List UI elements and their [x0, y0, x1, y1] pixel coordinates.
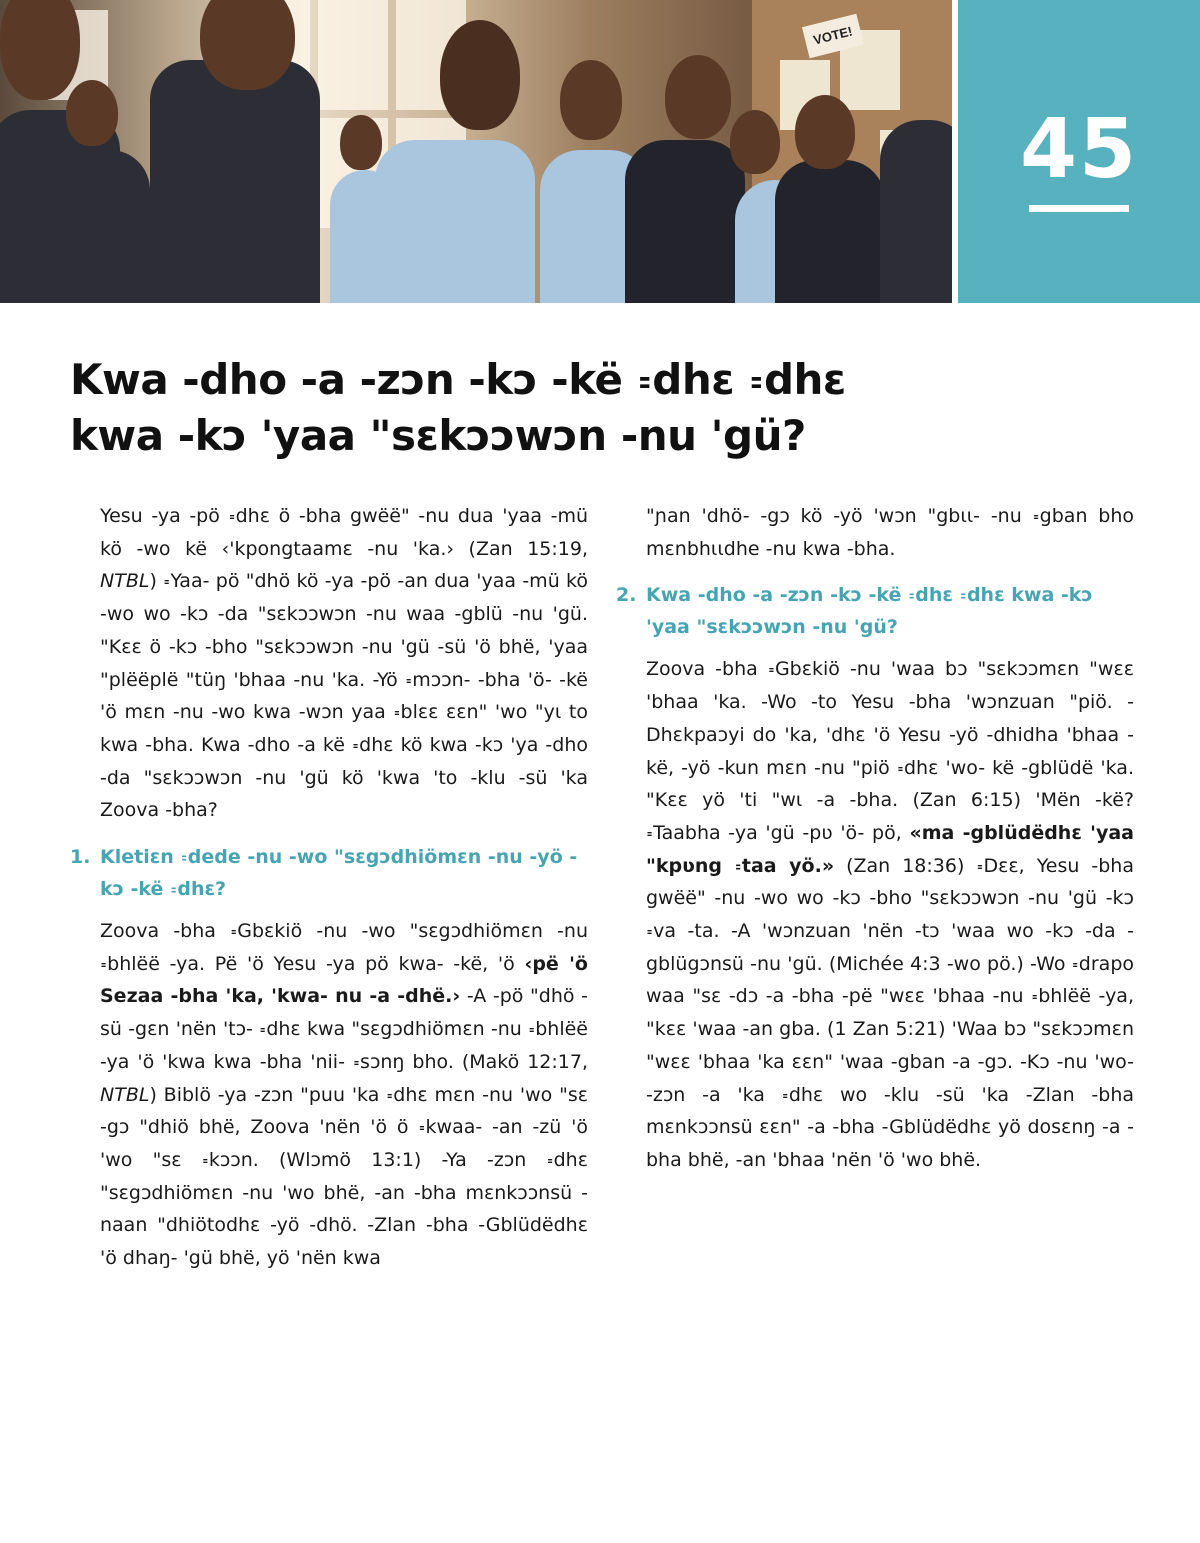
right-column: [616, 500, 1134, 1191]
question-number: 1.: [70, 846, 91, 869]
intro-text: Yesu -ya -pö ꞊dhɛ ö -bha gwëë" -nu dua 'yaa -mü kö -wo kë ‹'kpongtaamɛ -nu 'ka.› (Zan 15:19,: [100, 505, 588, 560]
vote-sign: VOTE!: [802, 14, 864, 59]
paragraph-text: Zoova -bha ꞊Gbɛkiö -nu 'waa bɔ "sɛkɔɔmɛn "wɛɛ 'bhaa 'ka. -Wo -to Yesu -bha 'wɔnzuan "piö. -Dhɛkpaɔyi do 'ka, 'dhɛ 'ö Yesu -yö -dhidha 'bhaa -kë, -yö -kun mɛn -nu "piö ꞊dhɛ 'wo- kë -gblüdë 'ka. "Kɛɛ yö 'ti "wɩ -a -bha. (Zan 6:15) 'Mën -kë? ꞊Taabha -ya 'gü -pʋ 'ö- pö,: [646, 658, 1134, 844]
section1-paragraph-continued: "ɲan 'dhö- -gɔ kö -yö 'wɔn "gbɩɩ- -nu ꞊gban bho mɛnbhɩɩdhe -nu kwa -bha.: [646, 505, 1134, 560]
chapter-number-badge: [958, 0, 1200, 303]
paragraph-text: -A -pö "dhö -sü -gɛn 'nën 'tɔ- ꞊dhɛ kwa "sɛgɔdhiömɛn -nu ꞊bhlëë -ya 'ö 'kwa kwa -bha 'nii- ꞊sɔnŋ bho. (Makö 12:17,: [100, 985, 588, 1073]
title-line-1: Kwa -dho -a -zɔn -kɔ -kë ꞊dhɛ ꞊dhɛ: [70, 355, 846, 404]
question-number: 2.: [616, 584, 637, 607]
title-line-2: kwa -kɔ 'yaa "sɛkɔɔwɔn -nu 'gü?: [70, 411, 806, 460]
paragraph-text: (Zan 18:36) ꞊Dɛɛ, Yesu -bha gwëë" -nu -wo wo -kɔ -bho "sɛkɔɔwɔn -nu 'gü -kɔ ꞊va -ta. -A 'wɔnzuan 'nën -tɔ 'waa wo -kɔ -da -gblügɔnsü -nu 'gü. (Michée 4:3 -wo pö.) -Wo ꞊drapo waa "sɛ -dɔ -a -bha -pë "wɛɛ 'bhaa -nu ꞊bhlëë -ya, "kɛɛ 'waa -an gba. (1 Zan 5:21) 'Waa bɔ "sɛkɔɔmɛn "wɛɛ 'bhaa 'ka ɛɛn" 'waa -gban -a -gɔ. -Kɔ -nu 'wo- -zɔn -a 'ka ꞊dhɛ wo -klu -sü 'ka -Zlan -bha mɛnkɔɔnsü ɛɛn" -a -bha -Gblüdëdhɛ yö dosɛnŋ -a -bha bhë, -an 'bhaa 'nën 'ö 'wo bhë.: [646, 854, 1134, 1171]
paragraph-text: Zoova -bha ꞊Gbɛkiö -nu -wo "sɛgɔdhiömɛn -nu ꞊bhlëë -ya. Pë 'ö Yesu -ya pö kwa- -kë, 'ö: [100, 920, 588, 975]
question-heading-1: [70, 841, 588, 905]
section1-paragraph: [100, 915, 588, 1275]
section2-paragraph: [646, 653, 1134, 1176]
bible-ref: NTBL: [100, 1083, 150, 1106]
question-text: Kletiɛn ꞊dede -nu -wo "sɛgɔdhiömɛn -nu -yö -kɔ -kë ꞊dhɛ?: [100, 846, 578, 901]
page-title: [70, 352, 1130, 464]
classroom-window: [318, 0, 388, 110]
badge-rule: [1029, 205, 1129, 212]
quote-text: «ma -gblüdëdhɛ 'yaa "kpʋng ꞊taa yö.»: [646, 821, 1134, 877]
bible-ref: NTBL: [100, 570, 150, 593]
chapter-number: 45: [1019, 102, 1139, 197]
paragraph-text: ) Biblö -ya -zɔn "puu 'ka ꞊dhɛ mɛn -nu 'wo "sɛ -gɔ "dhiö bhë, Zoova 'nën 'ö ö ꞊kwaa- -an -zü 'ö 'wo "sɛ ꞊kɔɔn. (Wlɔmö 13:1) -Ya -zɔn ꞊dhɛ "sɛgɔdhiömɛn -nu 'wo bhë, -an -bha mɛnkɔɔnsü -naan "dhiötodhɛ -yö -dhö. -Zlan -bha -Gblüdëdhɛ 'ö dhaŋ- 'gü bhë, yö 'nën kwa: [100, 1083, 588, 1270]
question-text: Kwa -dho -a -zɔn -kɔ -kë ꞊dhɛ ꞊dhɛ kwa -kɔ 'yaa "sɛkɔɔwɔn -nu 'gü?: [646, 584, 1093, 639]
header-photo: [0, 0, 952, 303]
intro-text: ) ꞊Yaa- pö "dhö kö -ya -pö -an dua 'yaa -mü kö -wo wo -kɔ -da "sɛkɔɔwɔn -nu waa -gblü -nu 'gü. "Kɛɛ ö -kɔ -bho "sɛkɔɔwɔn -nu 'gü -sü 'ö bhë, 'yaa "plëëplë "tüŋ 'bhaa -nu 'ka. -Yö ꞊mɔɔn- -bha 'ö- -kë 'ö mɛn -nu -wo kwa -wɔn yaa ꞊blɛɛ ɛɛn" 'wo "yɩ to kwa -bha. Kwa -dho -a kë ꞊dhɛ kö kwa -kɔ 'ya -dho -da "sɛkɔɔwɔn -nu 'gü kö 'kwa 'to -klu -sü 'ka Zoova -bha?: [100, 570, 588, 822]
left-column: [70, 500, 588, 1289]
quote-text: ‹pë 'ö Sezaa -bha 'ka, 'kwa- nu -a -dhë.›: [100, 952, 588, 1008]
intro-paragraph: [100, 500, 588, 827]
question-heading-2: [616, 579, 1134, 643]
